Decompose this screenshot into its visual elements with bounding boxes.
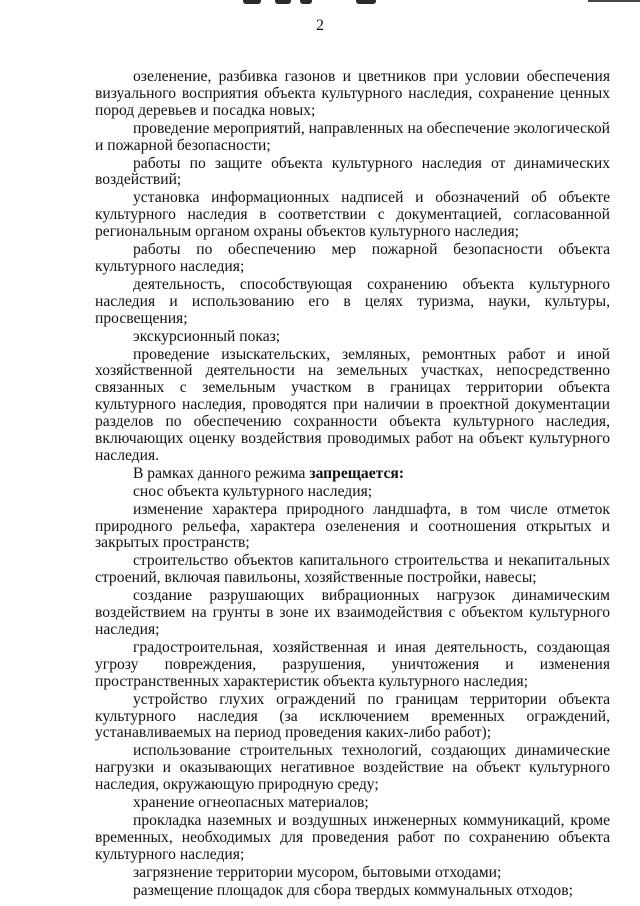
prohibited-item: загрязнение территории мусором, бытовыми отходами;	[133, 863, 502, 881]
prohibited-item: использование строительных технологий, создающих динамические нагрузки и оказывающих негативное воздействие на объект культурного наследия, окружающую природную среду;	[95, 742, 610, 794]
prohibited-item: градостроительная, хозяйственная и иная деятельность, создающая угрозу повреждения, разрушения, уничтожения и изменения пространственных характеристик объекта культурного наследия;	[95, 638, 610, 690]
regime-prohibited-label: запрещается:	[309, 464, 405, 482]
paragraph: проведение изыскательских, земляных, ремонтных работ и иной хозяйственной деятельности на земельных участках, непосредственно связанных с земельным участком в границах территории объекта культурного наследия, проводятся при наличии в проектной документации разделов по обеспечению сохранности объекта культурного наследия, включающих оценку воздействия проводимых работ на объект культурного наследия.	[95, 345, 610, 464]
prohibited-item: снос объекта культурного наследия;	[133, 482, 373, 500]
prohibited-item: строительство объектов капитального строительства и некапитальных строений, включая павильоны, хозяйственные постройки, навесы;	[95, 552, 610, 587]
prohibited-item: изменение характера природного ландшафта, в том числе отметок природного рельефа, характера озеленения и соотношения открытых и закрытых пространств;	[95, 500, 610, 552]
regime-heading	[95, 466, 610, 483]
scan-edge-marks	[0, 0, 640, 6]
paragraph: работы по защите объекта культурного наследия от динамических воздействий;	[95, 154, 610, 189]
paragraph: озеленение, разбивка газонов и цветников при условии обеспечения визуального восприятия объекта культурного наследия, сохранение ценных пород деревьев и посадка новых;	[95, 68, 610, 119]
prohibited-item: размещение площадок для сбора твердых коммунальных отходов;	[133, 881, 573, 899]
prohibited-item: устройство глухих ограждений по границам территории объекта культурного наследия (за исключением временных ограждений, устанавливаемых на период проведения каких-либо работ);	[95, 690, 610, 742]
prohibited-item: хранение огнеопасных материалов;	[133, 794, 369, 812]
regime-intro: В рамках данного режима	[133, 464, 306, 482]
paragraph: установка информационных надписей и обозначений об объекте культурного наследия в соответствии с документацией, согласованной региональным органом охраны объектов культурного наследия;	[95, 189, 610, 241]
paragraph: экскурсионный показ;	[133, 327, 281, 345]
prohibited-item: создание разрушающих вибрационных нагрузок динамическим воздействием на грунты в зоне их взаимодействия с объектом культурного наследия;	[95, 587, 610, 638]
page-number: 2	[316, 17, 324, 34]
paragraph: работы по обеспечению мер пожарной безопасности объекта культурного наследия;	[95, 241, 610, 275]
prohibited-item: прокладка наземных и воздушных инженерных коммуникаций, кроме временных, необходимых для проведения работ по сохранению объекта культурного наследия;	[95, 811, 610, 863]
paragraph: деятельность, способствующая сохранению объекта культурного наследия и использованию его в целях туризма, науки, культуры, просвещения;	[95, 275, 610, 327]
document-body	[95, 69, 610, 900]
paragraph: проведение мероприятий, направленных на обеспечение экологической и пожарной безопасности;	[95, 119, 610, 154]
